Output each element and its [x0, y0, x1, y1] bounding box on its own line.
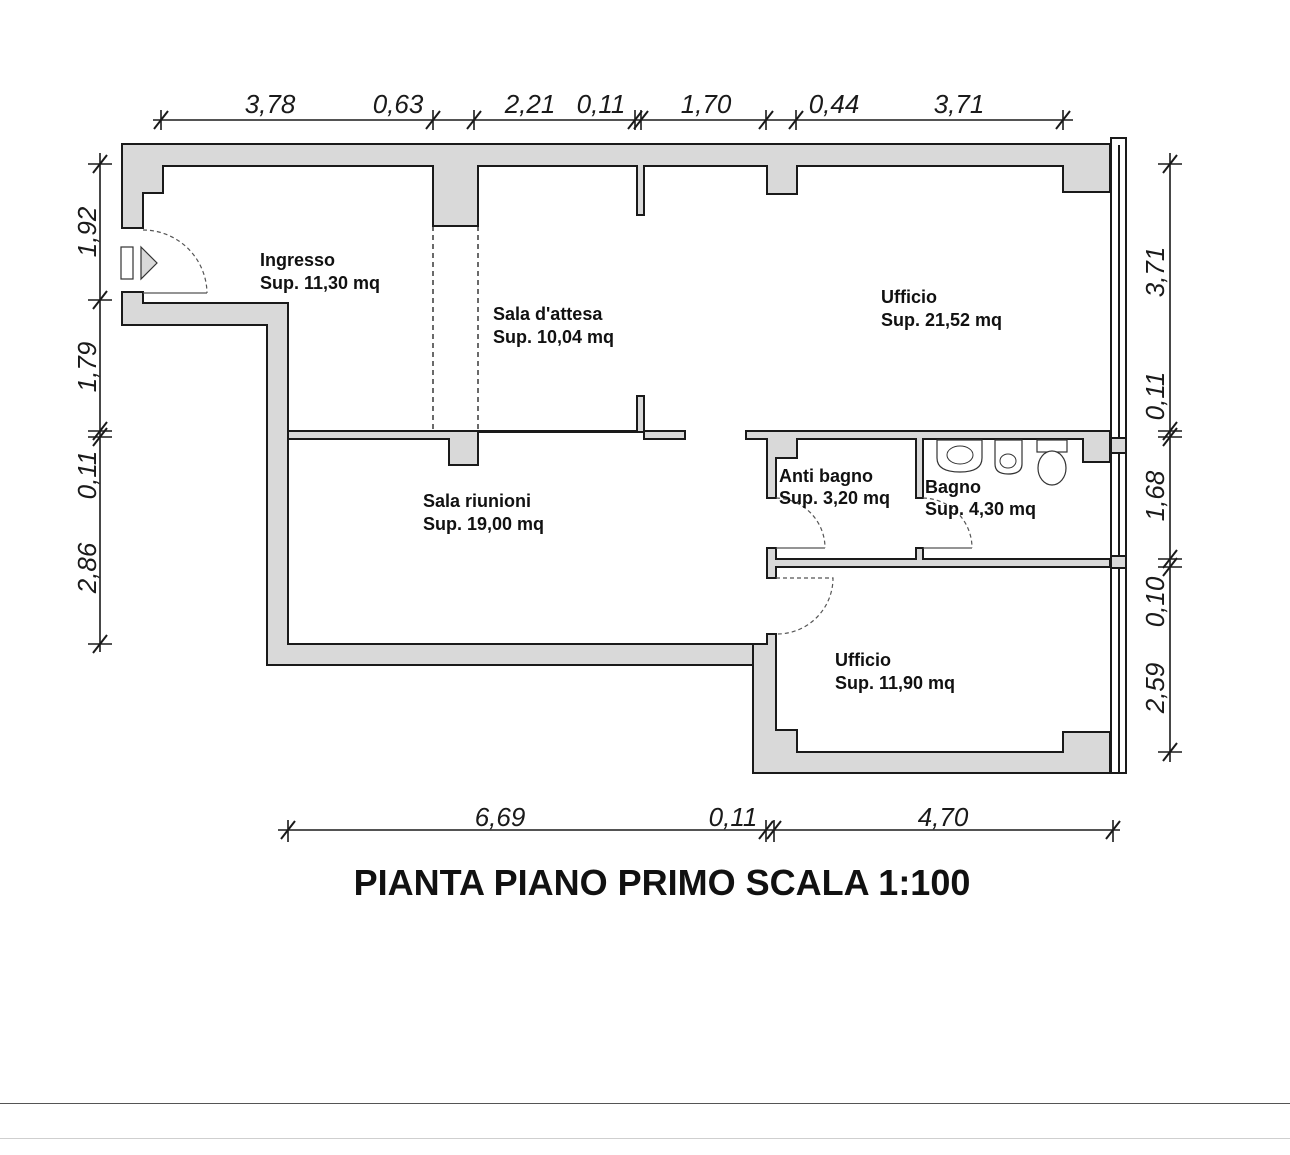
dim-right-4: 0,10	[1140, 576, 1170, 628]
toilet-tank-icon	[1037, 440, 1067, 452]
sink-icon	[937, 440, 982, 472]
door-ufficio-lower	[776, 578, 833, 634]
dim-left-4: 2,86	[72, 542, 102, 594]
room-area: Sup. 11,30 mq	[260, 273, 381, 293]
room-name: Ufficio	[881, 287, 937, 307]
door-entrance	[121, 230, 207, 293]
dim-left-3: 0,11	[72, 450, 102, 500]
entry-arrow-icon	[141, 247, 157, 279]
room-area: Sup. 19,00 mq	[423, 514, 545, 534]
room-name: Anti bagno	[779, 466, 873, 486]
room-area: Sup. 21,52 mq	[881, 310, 1003, 330]
room-name: Ingresso	[260, 250, 336, 270]
dim-top-2: 0,63	[372, 89, 424, 119]
dim-bottom-3: 4,70	[917, 802, 969, 832]
room-bagno	[925, 477, 1036, 519]
dim-bottom-1: 6,69	[474, 802, 526, 832]
dim-top-1: 3,78	[244, 89, 296, 119]
dim-top-7: 3,71	[933, 89, 985, 119]
wall-left-corridor	[122, 292, 753, 665]
room-name: Sala riunioni	[423, 491, 532, 511]
dim-left-1: 1,92	[72, 206, 102, 258]
wall-stub-waiting	[637, 396, 644, 432]
toilet-bowl-icon	[1038, 451, 1066, 485]
dim-right-1: 3,71	[1140, 246, 1170, 298]
dim-left-2: 1,79	[72, 341, 102, 393]
bidet-icon	[995, 440, 1022, 474]
room-area: Sup. 4,30 mq	[925, 499, 1037, 519]
room-area: Sup. 11,90 mq	[835, 673, 956, 693]
room-sala-riunioni	[423, 491, 544, 534]
dimension-right	[1140, 153, 1182, 762]
dim-right-2: 0,11	[1140, 371, 1170, 421]
dimension-left	[72, 153, 112, 653]
bottom-divider-light	[0, 1138, 1290, 1139]
right-facade-mullion-2	[1111, 556, 1126, 568]
wall-top	[122, 144, 1110, 228]
room-ufficio-1	[881, 287, 1002, 330]
dim-top-5: 1,70	[680, 89, 732, 119]
room-ingresso	[260, 250, 380, 293]
plan-title: PIANTA PIANO PRIMO SCALA 1:100	[353, 862, 971, 903]
room-name: Ufficio	[835, 650, 891, 670]
room-area: Sup. 3,20 mq	[779, 488, 891, 508]
dim-top-6: 0,44	[808, 89, 860, 119]
door-entrance-leaf	[121, 247, 133, 279]
dim-top-4: 0,11	[576, 89, 626, 119]
dim-right-3: 1,68	[1140, 470, 1170, 522]
wall-lower-office	[753, 634, 1110, 773]
room-name: Bagno	[925, 477, 981, 497]
opening-dashed	[433, 226, 478, 431]
room-area: Sup. 10,04 mq	[493, 327, 615, 347]
wall-bathroom-bottom	[767, 548, 1110, 578]
room-ufficio-2	[835, 650, 955, 693]
room-anti-bagno	[779, 466, 890, 508]
right-facade-mullion-1	[1111, 438, 1126, 453]
room-sala-attesa	[493, 304, 614, 347]
dim-top-3: 2,21	[504, 89, 556, 119]
dimension-bottom	[278, 802, 1120, 842]
room-name: Sala d'attesa	[493, 304, 603, 324]
bottom-divider	[0, 1103, 1290, 1104]
wall-partition-middle	[288, 431, 685, 465]
dim-bottom-2: 0,11	[708, 802, 758, 832]
dimension-top	[153, 89, 1073, 130]
dim-right-5: 2,59	[1140, 662, 1170, 714]
